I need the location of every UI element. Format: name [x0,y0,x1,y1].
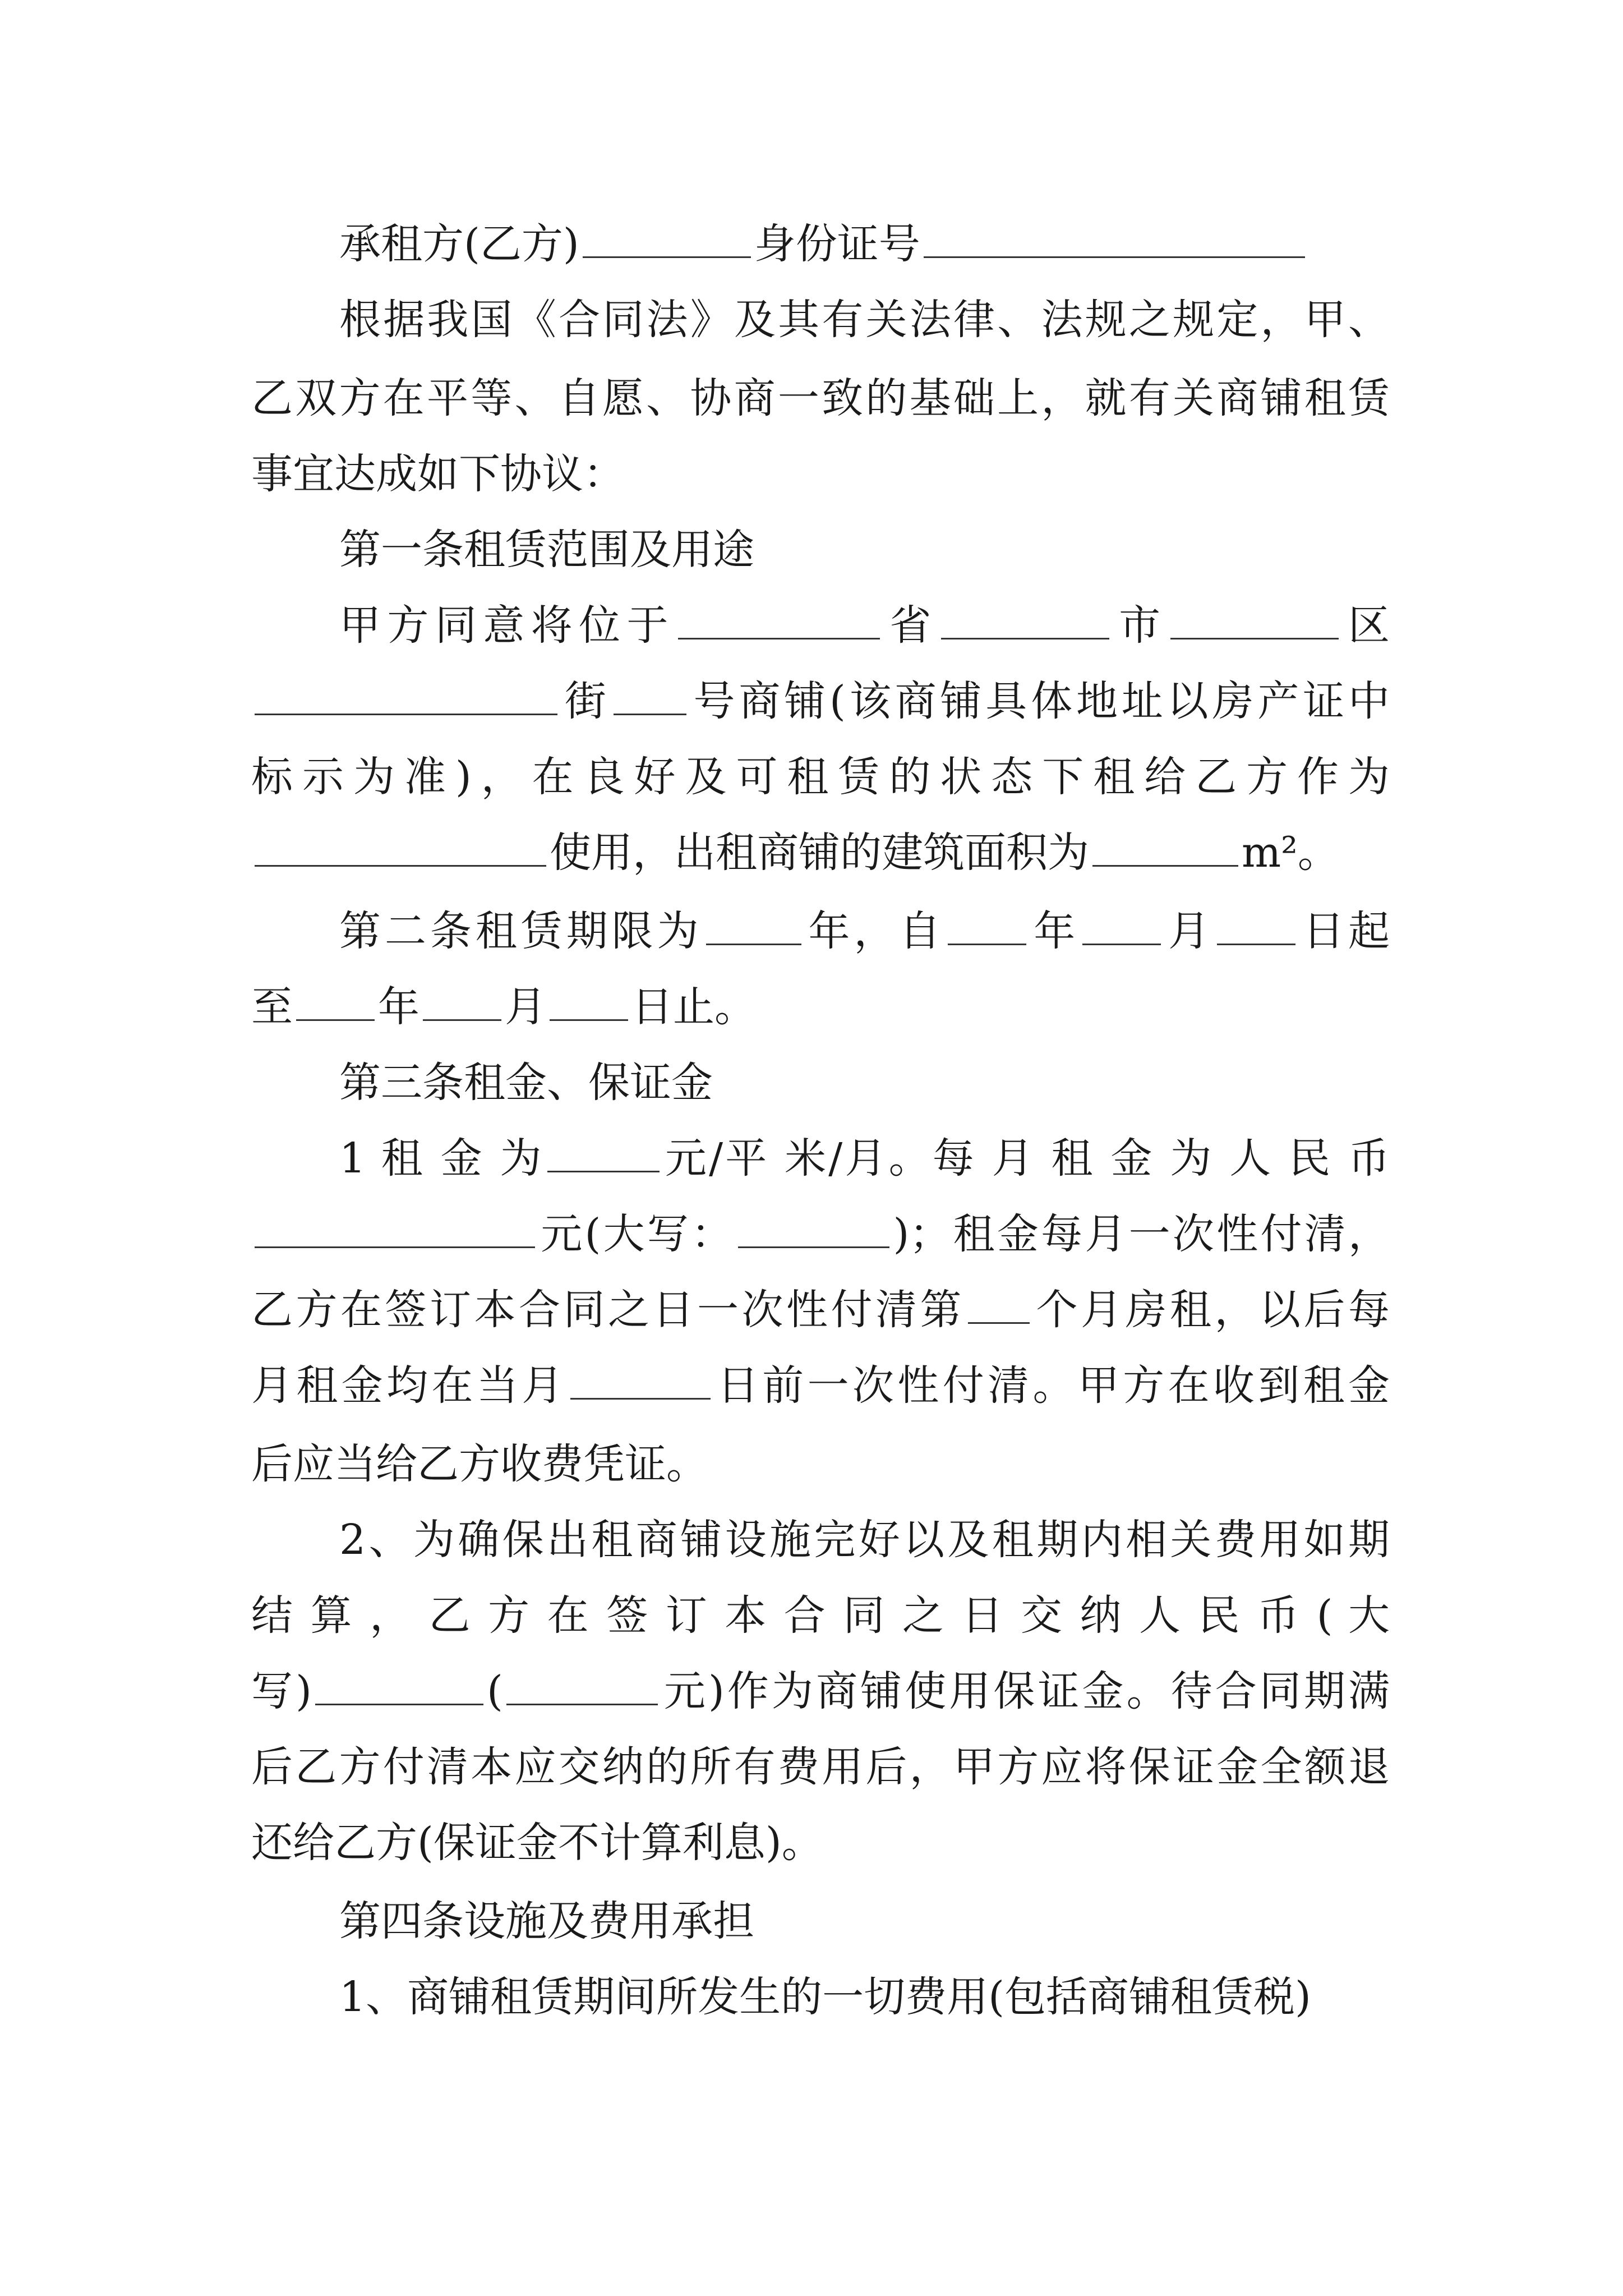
fill-in-blank [924,224,1305,258]
text-line [339,292,1390,348]
line-text: 第一条租赁范围及用途 [339,526,754,574]
fill-in-blank [678,605,880,639]
line-text: 年 [1030,907,1080,955]
fill-in-blank [547,1138,660,1172]
fill-in-blank [614,681,686,715]
text-line [251,1588,1390,1644]
line-text: 根据我国《合同法》及其有关法律、法规之规定，甲、 [339,296,1390,344]
fill-in-blank [550,987,628,1021]
fill-in-blank [968,1290,1030,1324]
text-line [251,370,1390,426]
fill-in-blank [255,1214,535,1248]
fill-in-blank [706,911,801,945]
line-text: 标示为准)，在良好及可租赁的状态下租给乙方作为 [251,753,1390,801]
line-text: 使用，出租商铺的建筑面积为 [550,829,1089,877]
text-line [251,1815,1390,1871]
text-line [251,446,1390,502]
text-line [251,749,1390,805]
fill-in-blank [941,605,1109,639]
fill-in-blank [1092,832,1238,867]
line-text: 乙双方在平等、自愿、协商一致的基础上，就有关商铺租赁 [251,374,1390,422]
text-line [339,522,1390,578]
fill-in-blank [255,832,546,867]
line-text: 1、商铺租赁期间所发生的一切费用(包括商铺租赁税) [339,1973,1311,2021]
line-text: 日止。 [631,983,756,1031]
line-text: 事宜达成如下协议： [251,450,625,498]
text-line [339,1055,1390,1111]
line-text: 个月房租，以后每 [1033,1286,1390,1334]
line-text: ( [486,1667,503,1715]
fill-in-blank [423,987,501,1021]
fill-in-blank [570,1365,711,1400]
text-line [339,1512,1390,1568]
fill-in-blank [1217,911,1295,945]
fill-in-blank [255,681,557,715]
line-text: 至 [251,983,293,1031]
fill-in-blank [583,224,751,258]
line-text: m²。 [1242,829,1339,877]
line-text: 市 [1112,601,1167,650]
fill-in-blank [506,1671,658,1705]
line-text: 元/平 米/月。每 月 租 金 为 人 民 币 [662,1134,1390,1182]
line-text: 号商铺(该商铺具体地址以房产证中 [689,677,1390,725]
line-text: 写) [251,1667,312,1715]
line-text: 街 [561,677,610,725]
line-text: 日起 [1299,907,1390,955]
text-line [339,597,1390,654]
line-text: 后乙方付清本应交纳的所有费用后，甲方应将保证金全额退 [251,1743,1390,1791]
text-line [339,1969,1390,2025]
line-text: 年，自 [804,907,945,955]
line-text: 月 [505,983,546,1031]
text-line [251,1206,1390,1262]
text-line [251,1739,1390,1795]
text-line [339,1893,1390,1949]
line-text: 2、为确保出租商铺设施完好以及租期内相关费用如期 [339,1516,1390,1564]
text-line [339,1130,1390,1186]
fill-in-blank [315,1671,483,1705]
text-line [251,1436,1390,1492]
text-line [251,825,1390,881]
line-text: 甲方同意将位于 [339,601,675,650]
text-line [251,1282,1390,1338]
line-text: 结 算 ， 乙 方 在 签 订 本 合 同 之 日 交 纳 人 民 币 ( 大 [251,1591,1390,1640]
text-line [251,1663,1390,1719]
text-line [339,903,1390,959]
fill-in-blank [1170,605,1339,639]
line-text: 1 租 金 为 [339,1134,544,1182]
line-text: 日前一次性付清。甲方在收到租金 [713,1361,1390,1410]
text-line [251,1358,1390,1414]
line-text: 元)作为商铺使用保证金。待合同期满 [661,1667,1390,1715]
fill-in-blank [948,911,1026,945]
line-text: 区 [1341,601,1390,650]
line-text: 月租金均在当月 [251,1361,567,1410]
text-line [251,673,1390,729]
line-text: 年 [378,983,419,1031]
line-text: 月 [1164,907,1214,955]
line-text: )；租金每月一次性付清， [893,1210,1390,1258]
line-text: 第三条租金、保证金 [339,1059,713,1107]
line-text: 省 [883,601,938,650]
line-text: 第四条设施及费用承担 [339,1897,754,1945]
line-text: 元(大写： [538,1210,735,1258]
line-text: 后应当给乙方收费凭证。 [251,1440,708,1488]
line-text: 还给乙方(保证金不计算利息)。 [251,1819,823,1867]
line-text: 乙方在签订本合同之日一次性付清第 [251,1286,965,1334]
fill-in-blank [1082,911,1161,945]
line-text: 身份证号 [754,220,920,268]
line-text: 第二条租赁期限为 [339,907,703,955]
line-text: 承租方(乙方) [339,220,579,268]
fill-in-blank [738,1214,889,1248]
fill-in-blank [296,987,375,1021]
text-line [339,216,1390,272]
text-line [251,979,1390,1035]
